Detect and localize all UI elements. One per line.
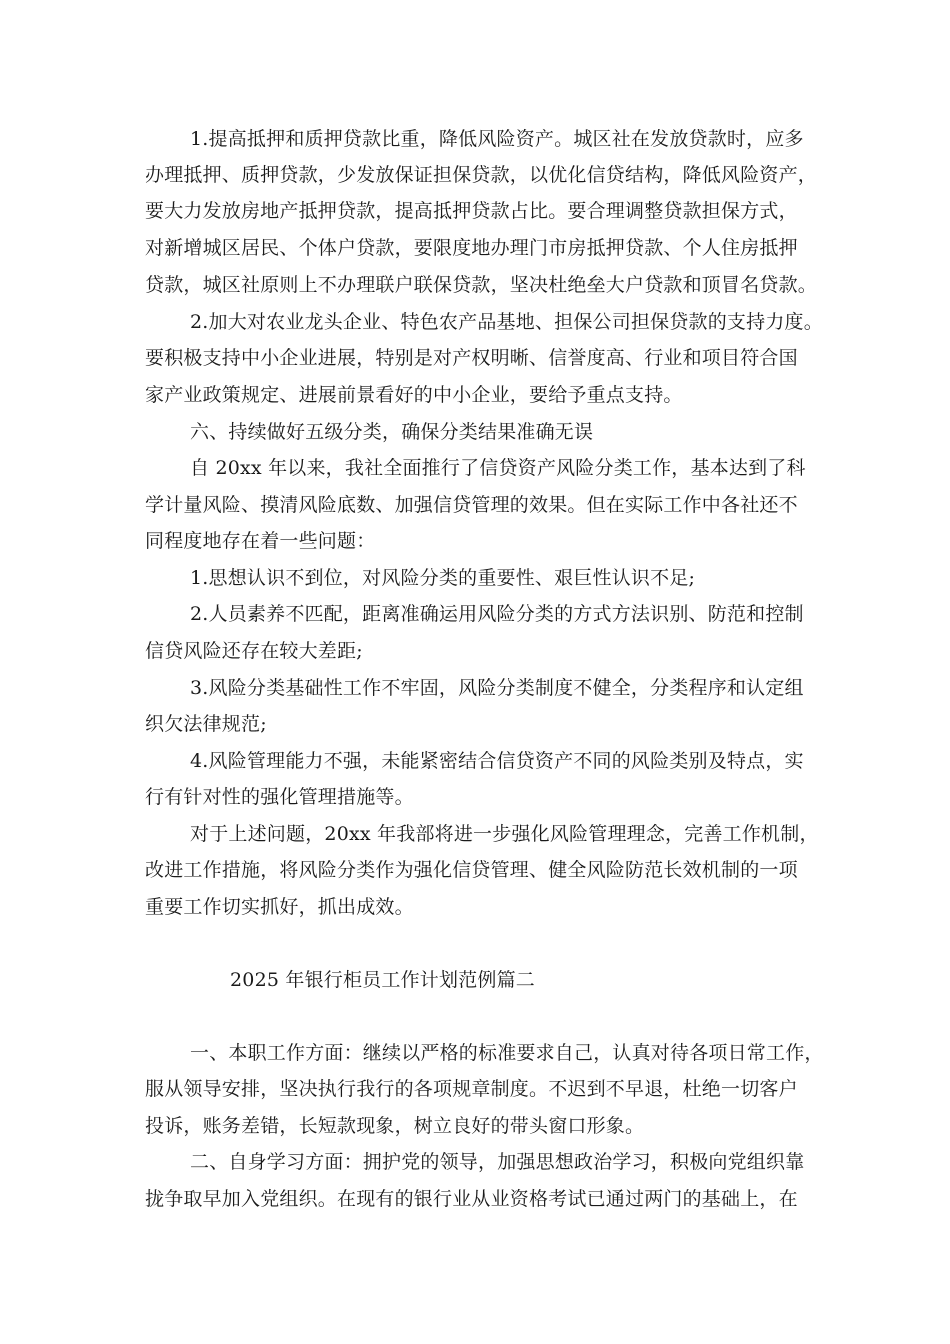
paragraph-line: 4.风险管理能力不强，未能紧密结合信贷资产不同的风险类别及特点，实 (190, 750, 804, 772)
paragraph-line: 贷款，城区社原则上不办理联户联保贷款，坚决杜绝垒大户贷款和顶冒名贷款。 (145, 274, 818, 296)
paragraph-line: 织欠法律规范; (145, 713, 267, 735)
paragraph-line: 二、自身学习方面：拥护党的领导，加强思想政治学习，积极向党组织靠 (190, 1151, 805, 1173)
paragraph-line: 一、本职工作方面：继续以严格的标准要求自己，认真对待各项日常工作， (190, 1042, 824, 1064)
paragraph-line: 同程度地存在着一些问题： (145, 530, 376, 552)
section-heading: 六、持续做好五级分类，确保分类结果准确无误 (190, 421, 594, 443)
paragraph-line: 2.加大对农业龙头企业、特色农产品基地、担保公司担保贷款的支持力度。 (190, 311, 823, 333)
paragraph-line: 投诉，账务差错，长短款现象，树立良好的带头窗口形象。 (145, 1115, 645, 1137)
paragraph-line: 行有针对性的强化管理措施等。 (145, 786, 414, 808)
paragraph-line: 信贷风险还存在较大差距; (145, 640, 363, 662)
paragraph-line: 1.提高抵押和质押贷款比重，降低风险资产。城区社在发放贷款时，应多 (190, 128, 804, 150)
paragraph-line: 要大力发放房地产抵押贷款，提高抵押贷款占比。要合理调整贷款担保方式， (145, 200, 798, 222)
paragraph-line: 家产业政策规定、进展前景看好的中小企业，要给予重点支持。 (145, 384, 683, 406)
paragraph-line: 对新增城区居民、个体户贷款，要限度地办理门市房抵押贷款、个人住房抵押 (145, 237, 798, 259)
paragraph-line: 2.人员素养不匹配，距离准确运用风险分类的方式方法识别、防范和控制 (190, 603, 804, 625)
paragraph-line: 3.风险分类基础性工作不牢固，风险分类制度不健全，分类程序和认定组 (190, 677, 804, 699)
paragraph-line: 自 20xx 年以来，我社全面推行了信贷资产风险分类工作，基本达到了科 (190, 457, 806, 479)
paragraph-line: 重要工作切实抓好，抓出成效。 (145, 896, 414, 918)
paragraph-line: 拢争取早加入党组织。在现有的银行业从业资格考试已通过两门的基础上，在 (145, 1188, 798, 1210)
paragraph-line: 学计量风险、摸清风险底数、加强信贷管理的效果。但在实际工作中各社还不 (145, 494, 798, 516)
paragraph-line: 改进工作措施，将风险分类作为强化信贷管理、健全风险防范长效机制的一项 (145, 859, 798, 881)
document-title: 2025 年银行柜员工作计划范例篇二 (230, 969, 535, 991)
paragraph-line: 1.思想认识不到位，对风险分类的重要性、艰巨性认识不足; (190, 567, 696, 589)
paragraph-line: 办理抵押、质押贷款，少发放保证担保贷款，以优化信贷结构，降低风险资产， (145, 164, 818, 186)
paragraph-line: 服从领导安排，坚决执行我行的各项规章制度。不迟到不早退，杜绝一切客户 (145, 1078, 798, 1100)
paragraph-line: 要积极支持中小企业进展，特别是对产权明晰、信誉度高、行业和项目符合国 (145, 347, 798, 369)
paragraph-line: 对于上述问题，20xx 年我部将进一步强化风险管理理念，完善工作机制， (190, 823, 819, 845)
